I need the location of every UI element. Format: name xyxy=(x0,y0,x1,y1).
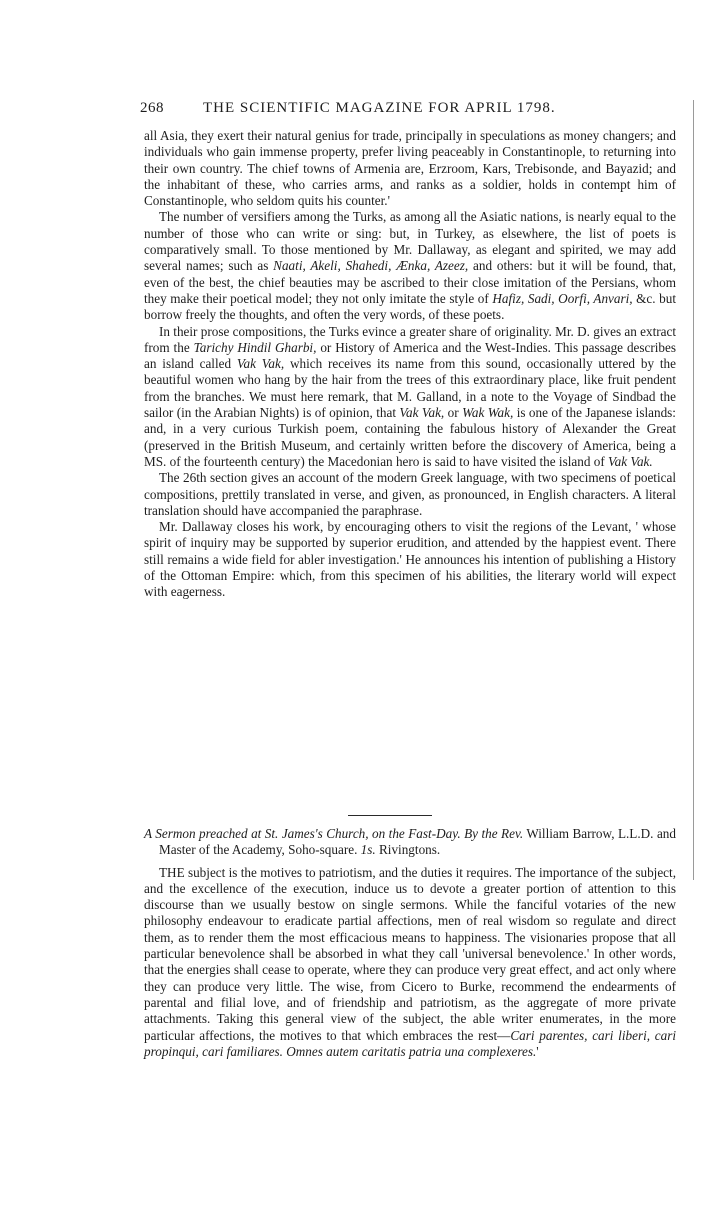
paragraph-versifiers: The number of versifiers among the Turks, as among all the Asiatic nations, is nearly equal to the number of those who can write or sing: but, in Turkey, as elsewhere, the list of poets is comparatively small. To those mentioned by Mr. Dallaway, as elegant and spirited, we may add several names; such as Naati, Akeli, Shahedi, Ænka, Azeez, and others: but it will be found, that, even of the best, the chief beauties may be ascribed to their close imitation of the Persians, whom they make their poetical model; they not only imitate the style of Hafiz, Sadi, Oorfi, Anvari, &c. but borrow freely the thoughts, and often the very words, of these poets. xyxy=(144,209,676,323)
running-title: THE SCIENTIFIC MAGAZINE FOR APRIL 1798. xyxy=(203,100,556,116)
paragraph-armenia: all Asia, they exert their natural genius for trade, principally in speculations as money changers; and individuals who gain immense property, prefer living peaceably in Constantinople, to returning into their own country. The chief towns of Armenia are, Erzroom, Kars, Trebisonde, and Bayazid; and the inhabitant of these, who carries arms, and ranks as a soldier, holds in contempt him of Constantinople, who seldom quits his counter.' xyxy=(144,128,676,209)
sermon-review xyxy=(144,826,676,1060)
review-heading: A Sermon preached at St. James's Church, on the Fast-Day. By the Rev. William Barrow, L.L.D. and Master of the Academy, Soho-square. 1s. Rivingtons. xyxy=(144,826,676,858)
page-number: 268 xyxy=(140,100,164,116)
paragraph-conclusion: Mr. Dallaway closes his work, by encouraging others to visit the regions of the Levant, ' whose spirit of inquiry may be supported by superior erudition, and attended by the happiest event. There still remains a wide field for abler investigation.' He announces his intention of publishing a History of the Ottoman Empire: which, from this specimen of his abilities, the literary world will expect with eagerness. xyxy=(144,519,676,600)
margin-rule xyxy=(693,100,694,880)
section-divider xyxy=(348,815,432,816)
paragraph-greek: The 26th section gives an account of the modern Greek language, with two specimens of poetical compositions, prettily translated in verse, and given, as pronounced, in English characters. A literal translation should have accompanied the paraphrase. xyxy=(144,470,676,518)
paragraph-prose: In their prose compositions, the Turks evince a greater share of originality. Mr. D. gives an extract from the Tarichy Hindil Gharbi, or History of America and the West-Indies. This passage describes an island called Vak Vak, which receives its name from this sound, occasionally uttered by the beautiful women who hang by the hair from the trees of this extraordinary place, like fruit pendent from the branches. We must here remark, that M. Galland, in a note to the Voyage of Sindbad the sailor (in the Arabian Nights) is of opinion, that Vak Vak, or Wak Wak, is one of the Japanese islands: and, in a very curious Turkish poem, containing the fabulous history of Alexander the Great (preserved in the British Museum, and certainly written before the discovery of America, being a MS. of the fourteenth century) the Macedonian hero is said to have visited the island of Vak Vak. xyxy=(144,323,677,469)
article-continuation xyxy=(144,128,676,601)
review-body: THE subject is the motives to patriotism, and the duties it requires. The importance of the subject, and the excellence of the execution, induce us to devote a greater portion of attention to this discourse than we usually bestow on single sermons. While the fanciful votaries of the new philosophy endeavour to eradicate partial affections, men of real wisdom so regulate and direct them, as to render them the most efficacious means to happiness. The visionaries propose that all particular benevolence shall be absorbed in what they call 'universal benevolence.' In other words, that the energies shall cease to operate, where they can produce very great effect, and act only where they can produce very little. The wise, from Cicero to Burke, recommend the endearments of parental and filial love, and of friendship and patriotism, as the aggregate of more private attachments. Taking this general view of the subject, the able writer enumerates, in the more particular affections, the motives to that which embraces the rest—Cari parentes, cari liberi, cari propinqui, cari familiares. Omnes autem caritatis patria una complexeres.' xyxy=(144,864,676,1059)
